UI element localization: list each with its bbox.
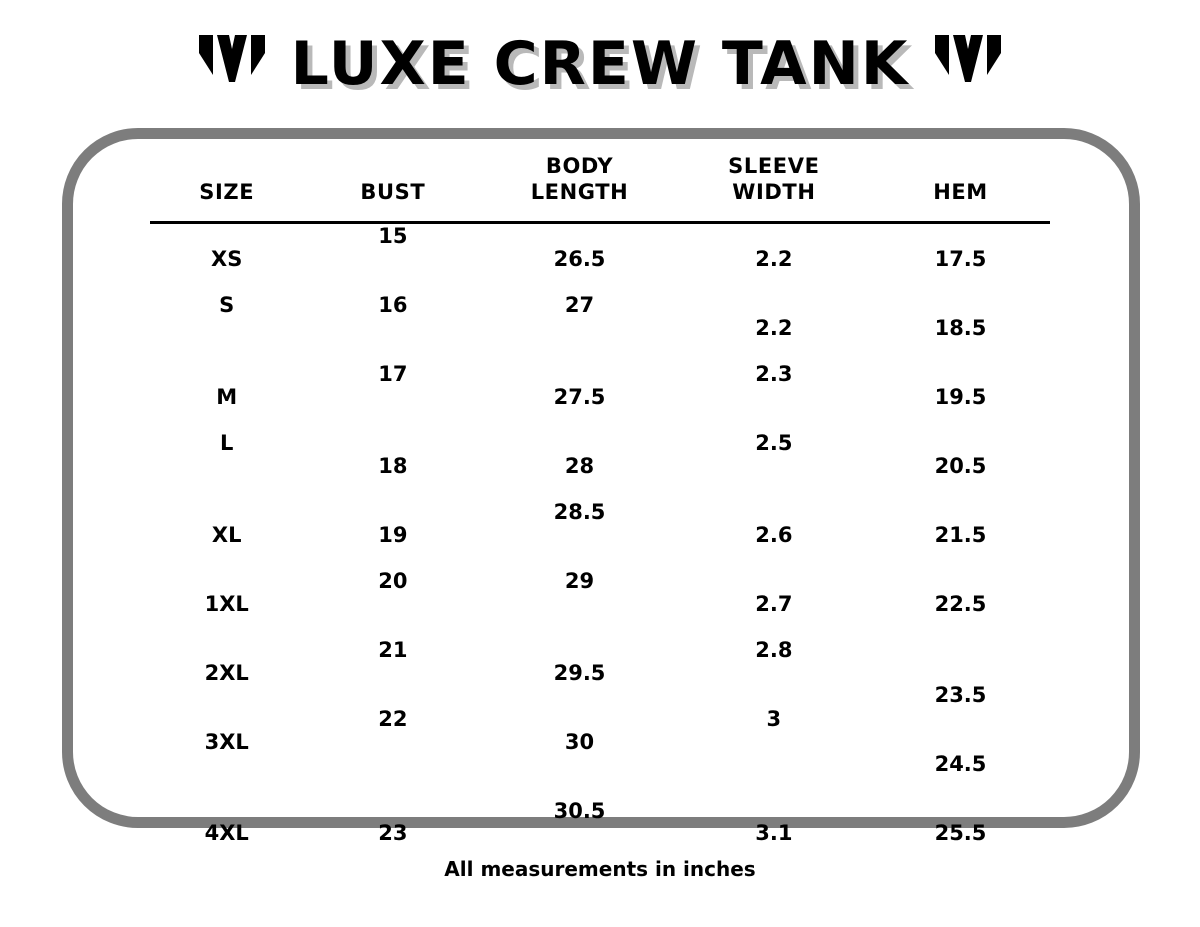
table-row bbox=[150, 776, 1050, 845]
column-header-body-length-line2: LENGTH bbox=[530, 179, 629, 204]
brand-chevron-logo-right bbox=[935, 35, 1001, 93]
column-header-body-length bbox=[482, 150, 676, 223]
cell-hem: 19.5 bbox=[934, 384, 987, 409]
table-row bbox=[150, 293, 1050, 362]
cell-body-length: 28 bbox=[564, 453, 595, 478]
cell-sleeve-width: 2.2 bbox=[755, 246, 793, 271]
cell-hem: 17.5 bbox=[934, 246, 987, 271]
cell-hem: 25.5 bbox=[934, 821, 987, 846]
cell-bust: 17 bbox=[378, 362, 408, 387]
cell-hem: 18.5 bbox=[934, 315, 987, 340]
column-header-hem-line1: HEM bbox=[933, 179, 988, 204]
column-header-sleeve-width-line1: SLEEVE bbox=[728, 154, 820, 178]
size-chart-table-container bbox=[150, 150, 1050, 846]
cell-hem: 24.5 bbox=[934, 752, 987, 777]
cell-sleeve-width: 3.1 bbox=[755, 821, 793, 846]
size-chart-table bbox=[150, 150, 1050, 845]
table-row bbox=[150, 569, 1050, 638]
cell-bust: 16 bbox=[378, 293, 408, 318]
cell-sleeve-width: 3 bbox=[766, 707, 782, 732]
cell-size: S bbox=[219, 293, 235, 318]
column-header-bust bbox=[303, 150, 482, 223]
cell-bust: 15 bbox=[378, 224, 408, 249]
table-row bbox=[150, 431, 1050, 500]
cell-hem: 20.5 bbox=[934, 453, 987, 478]
cell-size: 1XL bbox=[204, 591, 249, 616]
column-header-bust-line1: BUST bbox=[360, 179, 426, 204]
column-header-size bbox=[150, 150, 303, 223]
cell-body-length: 29.5 bbox=[553, 660, 606, 685]
cell-sleeve-width: 2.6 bbox=[755, 522, 793, 547]
cell-sleeve-width: 2.7 bbox=[755, 591, 793, 616]
cell-body-length: 30 bbox=[564, 729, 595, 754]
column-header-body-length-line1: BODY bbox=[545, 154, 614, 178]
cell-body-length: 30.5 bbox=[553, 798, 606, 823]
cell-size: 3XL bbox=[204, 729, 249, 754]
table-row bbox=[150, 707, 1050, 776]
column-header-sleeve-width-line2: WIDTH bbox=[732, 179, 816, 204]
page-header bbox=[0, 18, 1200, 110]
cell-size: XS bbox=[211, 246, 243, 271]
table-body bbox=[150, 223, 1050, 846]
cell-sleeve-width: 2.5 bbox=[755, 431, 793, 456]
cell-size: M bbox=[216, 384, 238, 409]
table-row bbox=[150, 362, 1050, 431]
cell-bust: 19 bbox=[378, 522, 408, 547]
cell-hem: 22.5 bbox=[934, 591, 987, 616]
table-header-row bbox=[150, 150, 1050, 223]
cell-bust: 21 bbox=[378, 638, 408, 663]
cell-bust: 18 bbox=[378, 453, 408, 478]
cell-body-length: 27 bbox=[564, 293, 595, 318]
brand-chevron-logo-left bbox=[199, 35, 265, 93]
cell-sleeve-width: 2.2 bbox=[755, 315, 793, 340]
cell-size: L bbox=[220, 431, 234, 456]
table-row bbox=[150, 500, 1050, 569]
table-row bbox=[150, 638, 1050, 707]
cell-bust: 23 bbox=[378, 821, 408, 846]
table-row bbox=[150, 223, 1050, 294]
cell-size: XL bbox=[211, 522, 242, 547]
cell-body-length: 26.5 bbox=[553, 246, 606, 271]
cell-body-length: 27.5 bbox=[553, 384, 606, 409]
cell-body-length: 29 bbox=[564, 569, 595, 594]
cell-sleeve-width: 2.3 bbox=[755, 362, 793, 387]
cell-size: 2XL bbox=[204, 660, 249, 685]
measurement-units-note: All measurements in inches bbox=[444, 857, 756, 881]
column-header-hem bbox=[871, 150, 1050, 223]
table-header bbox=[150, 150, 1050, 223]
cell-bust: 20 bbox=[378, 569, 408, 594]
column-header-size-line1: SIZE bbox=[199, 179, 255, 204]
page-title: LUXE CREW TANK bbox=[290, 29, 910, 99]
cell-sleeve-width: 2.8 bbox=[755, 638, 793, 663]
cell-hem: 21.5 bbox=[934, 522, 987, 547]
cell-hem: 23.5 bbox=[934, 683, 987, 708]
cell-body-length: 28.5 bbox=[553, 500, 606, 525]
cell-bust: 22 bbox=[378, 707, 408, 732]
cell-size: 4XL bbox=[204, 821, 249, 846]
column-header-sleeve-width bbox=[677, 150, 871, 223]
